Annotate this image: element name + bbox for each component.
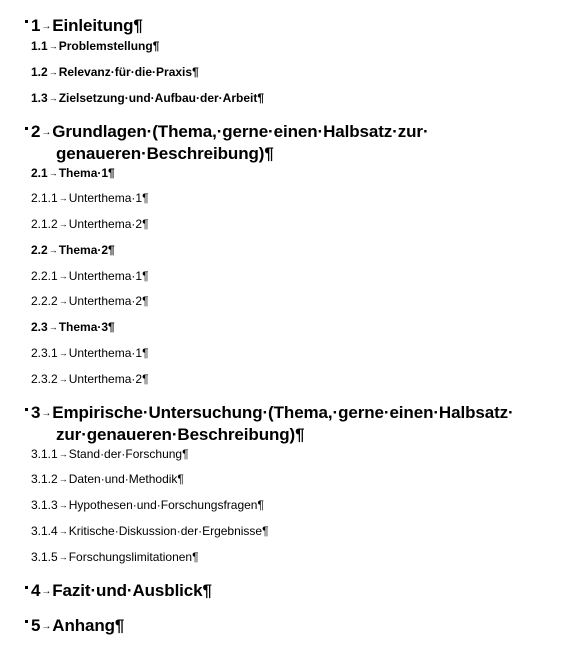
heading-3-unterthema-2[interactable]: [31, 295, 149, 309]
tab-arrow-icon: →: [48, 41, 58, 51]
tab-arrow-icon: →: [58, 271, 68, 281]
tab-arrow-icon: →: [48, 93, 58, 103]
heading-title: Anhang¶: [52, 616, 125, 635]
tab-arrow-icon: →: [58, 449, 68, 459]
heading-number: 1.1: [31, 39, 48, 53]
heading-number: 3.1.5: [31, 550, 58, 564]
tab-arrow-icon: →: [48, 67, 58, 77]
heading-title-continuation: zur·genaueren·Beschreibung)¶: [56, 425, 305, 444]
heading-title: Zielsetzung·und·Aufbau·der·Arbeit¶: [58, 91, 265, 105]
heading-1-grundlagen[interactable]: [31, 122, 429, 142]
heading-3-kritische-diskussion[interactable]: [31, 525, 269, 539]
heading-3-stand-der-forschung[interactable]: [31, 448, 189, 462]
heading-title: Daten·und·Methodik¶: [68, 472, 184, 486]
heading-number: 3: [31, 403, 41, 422]
tab-arrow-icon: →: [48, 245, 58, 255]
heading-title: Relevanz·für·die·Praxis¶: [58, 65, 199, 79]
tab-arrow-icon: →: [48, 322, 58, 332]
heading-2-zielsetzung[interactable]: [31, 92, 264, 106]
tab-arrow-icon: →: [48, 168, 58, 178]
heading-number: 2: [31, 122, 41, 141]
heading-1-anhang[interactable]: [31, 616, 124, 636]
heading-title: Fazit·und·Ausblick¶: [52, 581, 212, 600]
tab-arrow-icon: →: [58, 348, 68, 358]
heading-3-unterthema-1[interactable]: [31, 347, 149, 361]
heading-1-empirische-untersuchung[interactable]: [31, 403, 514, 423]
heading-title: Einleitung¶: [52, 16, 143, 35]
heading-3-daten-und-methodik[interactable]: [31, 473, 184, 487]
heading-number: 3.1.2: [31, 472, 58, 486]
paragraph-mark-bullet: [25, 620, 28, 623]
heading-title: Kritische·Diskussion·der·Ergebnisse¶: [68, 524, 269, 538]
tab-arrow-icon: →: [41, 21, 52, 32]
heading-title: Unterthema·1¶: [68, 269, 149, 283]
heading-number: 1.3: [31, 91, 48, 105]
heading-number: 2.3.1: [31, 346, 58, 360]
heading-number: 2.1: [31, 166, 48, 180]
tab-arrow-icon: →: [58, 500, 68, 510]
heading-title: Thema·1¶: [58, 166, 115, 180]
tab-arrow-icon: →: [58, 526, 68, 536]
tab-arrow-icon: →: [58, 193, 68, 203]
paragraph-mark-bullet: [25, 127, 28, 130]
heading-1-fazit[interactable]: [31, 581, 212, 601]
heading-title: Thema·3¶: [58, 320, 115, 334]
paragraph-mark-bullet: [25, 20, 28, 23]
heading-2-thema-1[interactable]: [31, 167, 115, 181]
tab-arrow-icon: →: [58, 474, 68, 484]
heading-title: Unterthema·2¶: [68, 294, 149, 308]
tab-arrow-icon: →: [58, 552, 68, 562]
heading-title: Stand·der·Forschung¶: [68, 447, 189, 461]
heading-1-empirische-continuation[interactable]: [56, 425, 304, 445]
heading-1-einleitung[interactable]: [31, 16, 143, 36]
heading-title: Unterthema·1¶: [68, 191, 149, 205]
heading-3-unterthema-2[interactable]: [31, 218, 149, 232]
heading-title: Problemstellung¶: [58, 39, 160, 53]
heading-title: Empirische·Untersuchung·(Thema,·gerne·einen·Halbsatz·: [52, 403, 514, 422]
paragraph-mark-bullet: [25, 586, 28, 589]
heading-3-hypothesen[interactable]: [31, 499, 264, 513]
heading-number: 2.2: [31, 243, 48, 257]
tab-arrow-icon: →: [41, 127, 52, 138]
tab-arrow-icon: →: [41, 586, 52, 597]
paragraph-mark-bullet: [25, 408, 28, 411]
heading-number: 3.1.4: [31, 524, 58, 538]
tab-arrow-icon: →: [41, 408, 52, 419]
heading-number: 3.1.3: [31, 498, 58, 512]
heading-title: Grundlagen·(Thema,·gerne·einen·Halbsatz·zur·: [52, 122, 429, 141]
heading-number: 2.3.2: [31, 372, 58, 386]
heading-number: 4: [31, 581, 41, 600]
heading-2-problemstellung[interactable]: [31, 40, 159, 54]
heading-number: 1: [31, 16, 41, 35]
heading-number: 2.2.1: [31, 269, 58, 283]
heading-3-unterthema-1[interactable]: [31, 270, 149, 284]
heading-2-thema-2[interactable]: [31, 244, 115, 258]
heading-number: 2.3: [31, 320, 48, 334]
heading-title: Forschungslimitationen¶: [68, 550, 199, 564]
heading-title: Thema·2¶: [58, 243, 115, 257]
tab-arrow-icon: →: [41, 621, 52, 632]
heading-title-continuation: genaueren·Beschreibung)¶: [56, 144, 274, 163]
heading-number: 3.1.1: [31, 447, 58, 461]
heading-title: Unterthema·2¶: [68, 372, 149, 386]
heading-3-unterthema-2[interactable]: [31, 373, 149, 387]
heading-title: Unterthema·2¶: [68, 217, 149, 231]
heading-number: 1.2: [31, 65, 48, 79]
tab-arrow-icon: →: [58, 374, 68, 384]
heading-title: Unterthema·1¶: [68, 346, 149, 360]
heading-title: Hypothesen·und·Forschungsfragen¶: [68, 498, 264, 512]
heading-number: 2.2.2: [31, 294, 58, 308]
tab-arrow-icon: →: [58, 219, 68, 229]
heading-number: 5: [31, 616, 41, 635]
tab-arrow-icon: →: [58, 296, 68, 306]
heading-2-thema-3[interactable]: [31, 321, 115, 335]
heading-number: 2.1.2: [31, 217, 58, 231]
heading-2-relevanz[interactable]: [31, 66, 199, 80]
heading-3-unterthema-1[interactable]: [31, 192, 149, 206]
heading-3-forschungslimitationen[interactable]: [31, 551, 199, 565]
heading-number: 2.1.1: [31, 191, 58, 205]
heading-1-grundlagen-continuation[interactable]: [56, 144, 274, 164]
